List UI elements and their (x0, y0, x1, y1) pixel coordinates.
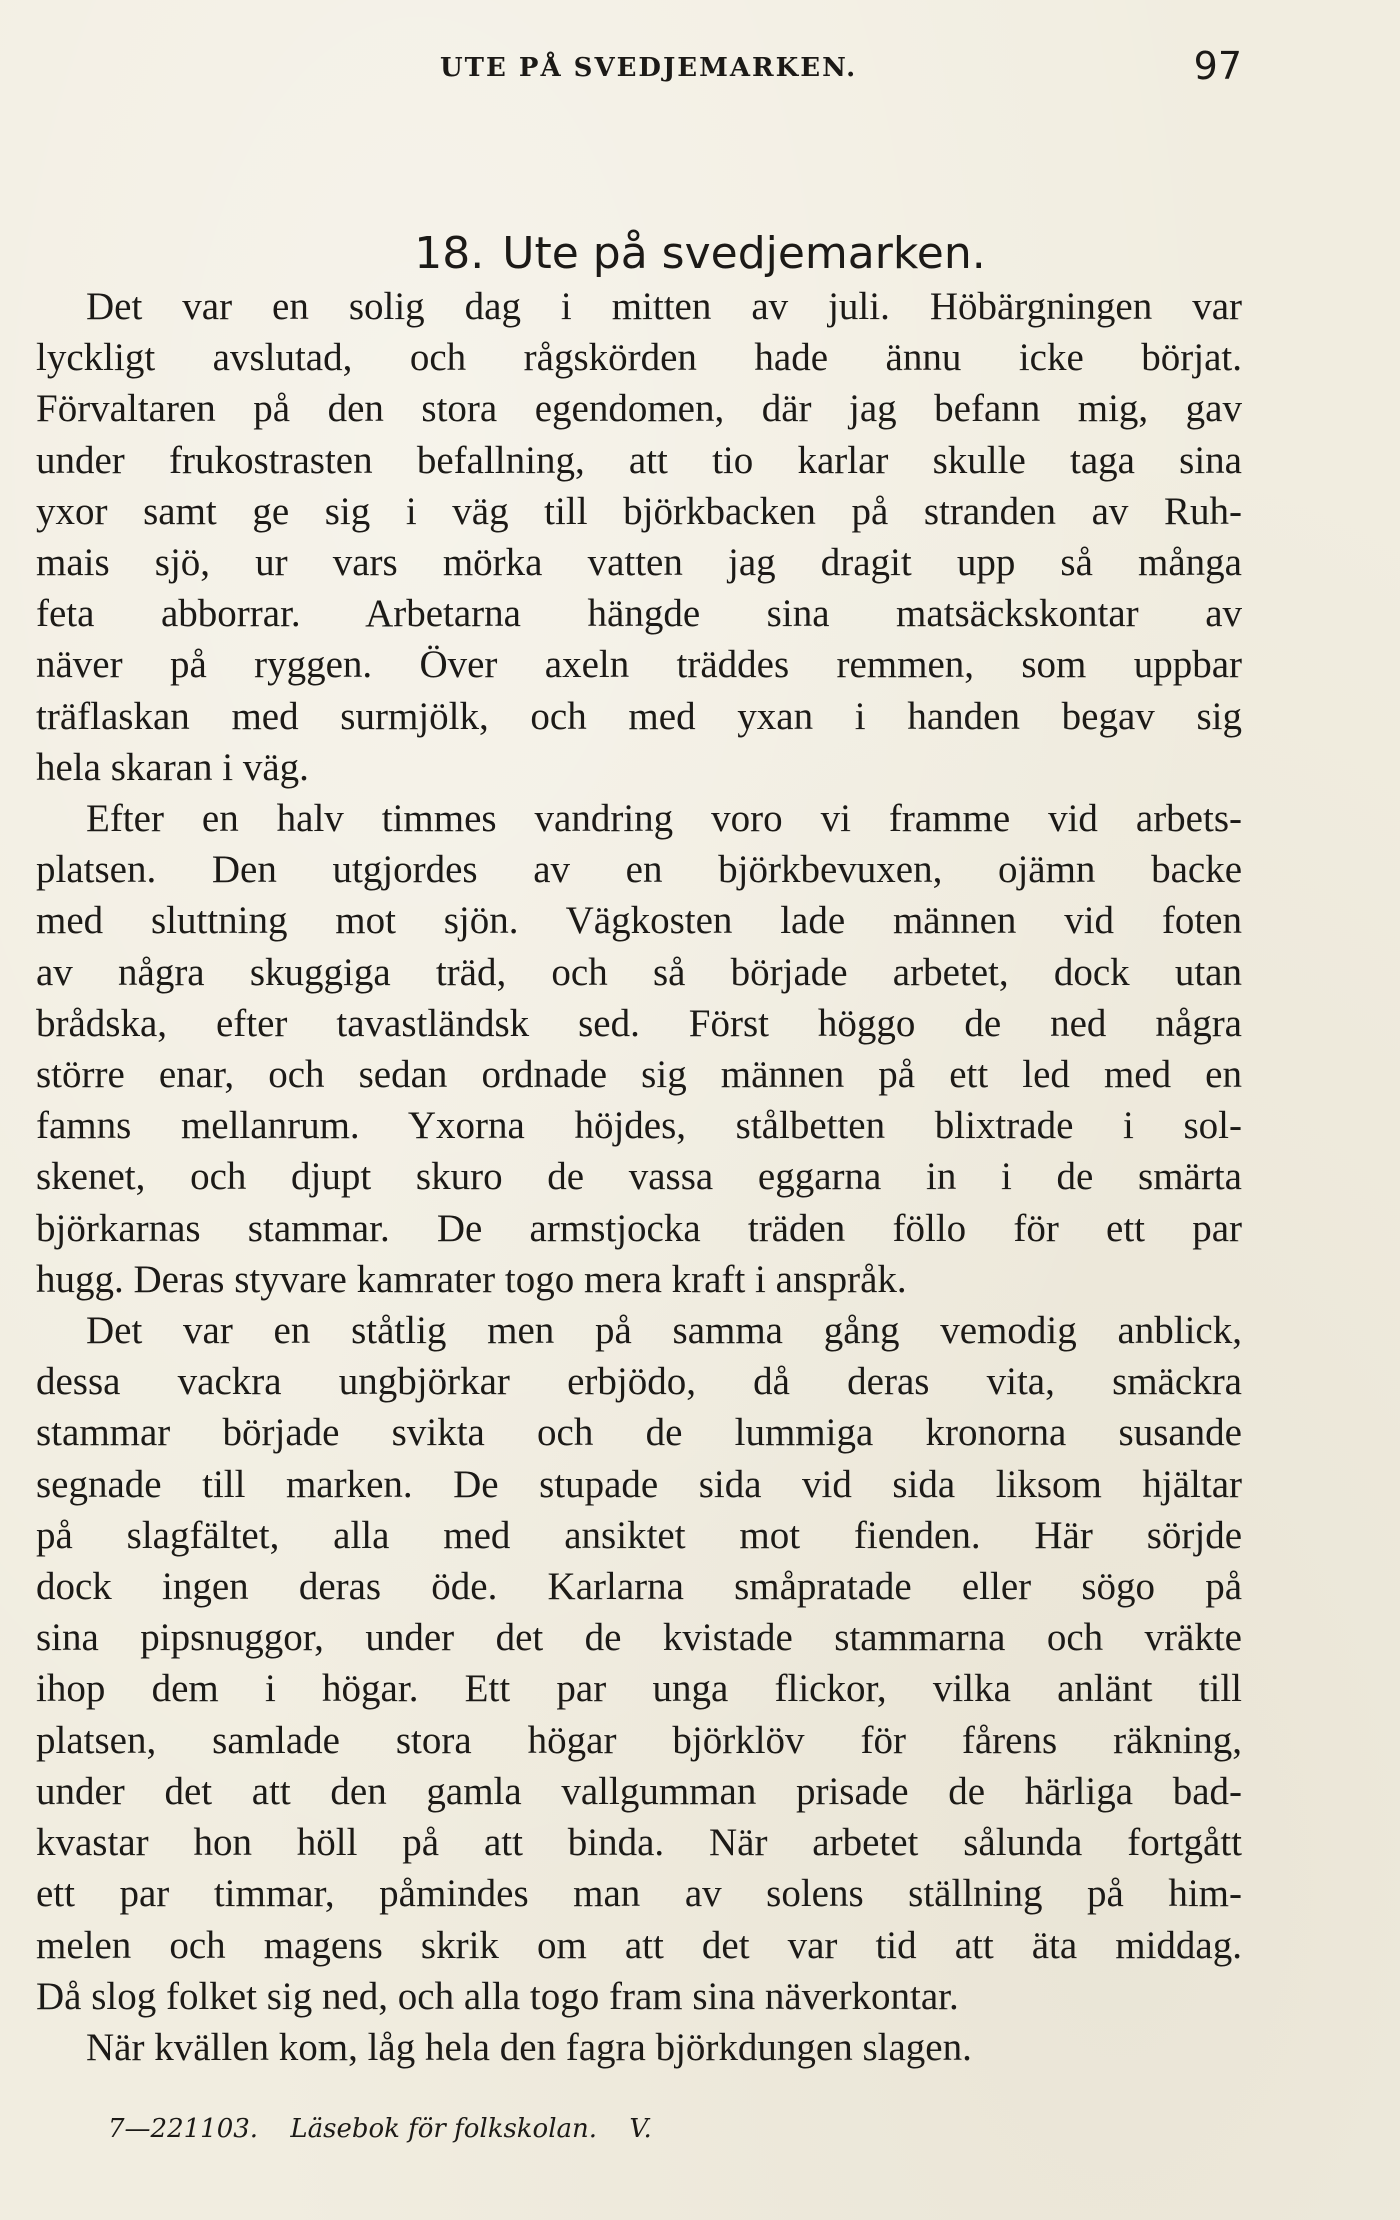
text-line: segnade till marken. De stupade sida vid sida liksom hjältar (36, 1462, 1242, 1506)
page-number: 97 (1193, 44, 1242, 88)
text-line: brådska, efter tavastländsk sed. Först höggo de ned några (36, 1001, 1242, 1045)
book-title: Läsebok för folkskolan. (290, 2114, 598, 2144)
text-line: björkarnas stammar. De armstjocka träden föllo för ett par (36, 1206, 1242, 1250)
printer-signature: 7—221103. (108, 2114, 259, 2144)
text-line: Förvaltaren på den stora egendomen, där jag befann mig, gav (36, 387, 1242, 431)
text-line: dock ingen deras öde. Karlarna småpratade eller sögo på (36, 1565, 1242, 1609)
paragraph (36, 2022, 1242, 2073)
text-line: Det var en solig dag i mitten av juli. Höbärgningen var (86, 285, 1242, 328)
text-line: ihop dem i högar. Ett par unga flickor, vilka anlänt till (36, 1667, 1242, 1711)
text-line: Då slog folket sig ned, och alla togo fram sina näverkontar. (36, 1974, 959, 2018)
text-line: med sluttning mot sjön. Vägkosten lade männen vid foten (36, 899, 1242, 943)
chapter-title-text: Ute på svedjemarken. (502, 228, 986, 280)
running-title: UTE PÅ SVEDJEMARKEN. (440, 53, 858, 83)
body-text (36, 281, 1242, 2073)
text-line: platsen, samlade stora högar björklöv för fårens räkning, (36, 1718, 1242, 1762)
text-line: lyckligt avslutad, och rågskörden hade ännu icke börjat. (36, 336, 1242, 380)
text-line: famns mellanrum. Yxorna höjdes, stålbetten blixtrade i sol- (36, 1104, 1242, 1148)
paragraph (36, 281, 1242, 793)
text-line: kvastar hon höll på att binda. När arbetet sålunda fortgått (36, 1821, 1242, 1865)
text-line: näver på ryggen. Över axeln träddes remmen, som uppbar (36, 643, 1242, 687)
text-line: Det var en ståtlig men på samma gång vemodig anblick, (86, 1309, 1242, 1353)
chapter-number: 18. (414, 228, 485, 280)
text-line: När kvällen kom, låg hela den fagra björkdungen slagen. (86, 2025, 972, 2069)
paragraph (36, 793, 1242, 1305)
text-line: större enar, och sedan ordnade sig männen på ett led med en (36, 1053, 1242, 1097)
text-line: melen och magens skrik om att det var tid att äta middag. (36, 1923, 1242, 1967)
text-line: träflaskan med surmjölk, och med yxan i handen begav sig (36, 694, 1242, 738)
running-head (0, 46, 1400, 90)
text-line: skenet, och djupt skuro de vassa eggarna in i de smärta (36, 1155, 1242, 1199)
text-line: ett par timmar, påmindes man av solens ställning på him- (36, 1872, 1242, 1916)
text-line: platsen. Den utgjordes av en björkbevuxen, ojämn backe (36, 848, 1242, 892)
paragraph (36, 1305, 1242, 2022)
text-line: under frukostrasten befallning, att tio karlar skulle taga sina (36, 438, 1242, 482)
text-line: av några skuggiga träd, och så började arbetet, dock utan (36, 950, 1242, 994)
text-line: feta abborrar. Arbetarna hängde sina matsäckskontar av (36, 592, 1242, 636)
volume-number: V. (629, 2114, 652, 2144)
footer (108, 2112, 676, 2146)
chapter-title (0, 224, 1400, 284)
text-line: under det att den gamla vallgumman prisade de härliga bad- (36, 1769, 1242, 1813)
text-line: sina pipsnuggor, under det de kvistade stammarna och vräkte (36, 1616, 1242, 1660)
text-line: Efter en halv timmes vandring voro vi framme vid arbets- (86, 797, 1242, 841)
text-line: på slagfältet, alla med ansiktet mot fienden. Här sörjde (36, 1513, 1242, 1557)
text-line: stammar började svikta och de lummiga kronorna susande (36, 1411, 1242, 1455)
text-line: yxor samt ge sig i väg till björkbacken på stranden av Ruh- (36, 489, 1242, 533)
text-line: mais sjö, ur vars mörka vatten jag dragit upp så många (36, 541, 1242, 585)
text-line: dessa vackra ungbjörkar erbjödo, då deras vita, smäckra (36, 1360, 1242, 1404)
text-line: hugg. Deras styvare kamrater togo mera kraft i anspråk. (36, 1257, 907, 1301)
text-line: hela skaran i väg. (36, 745, 309, 789)
